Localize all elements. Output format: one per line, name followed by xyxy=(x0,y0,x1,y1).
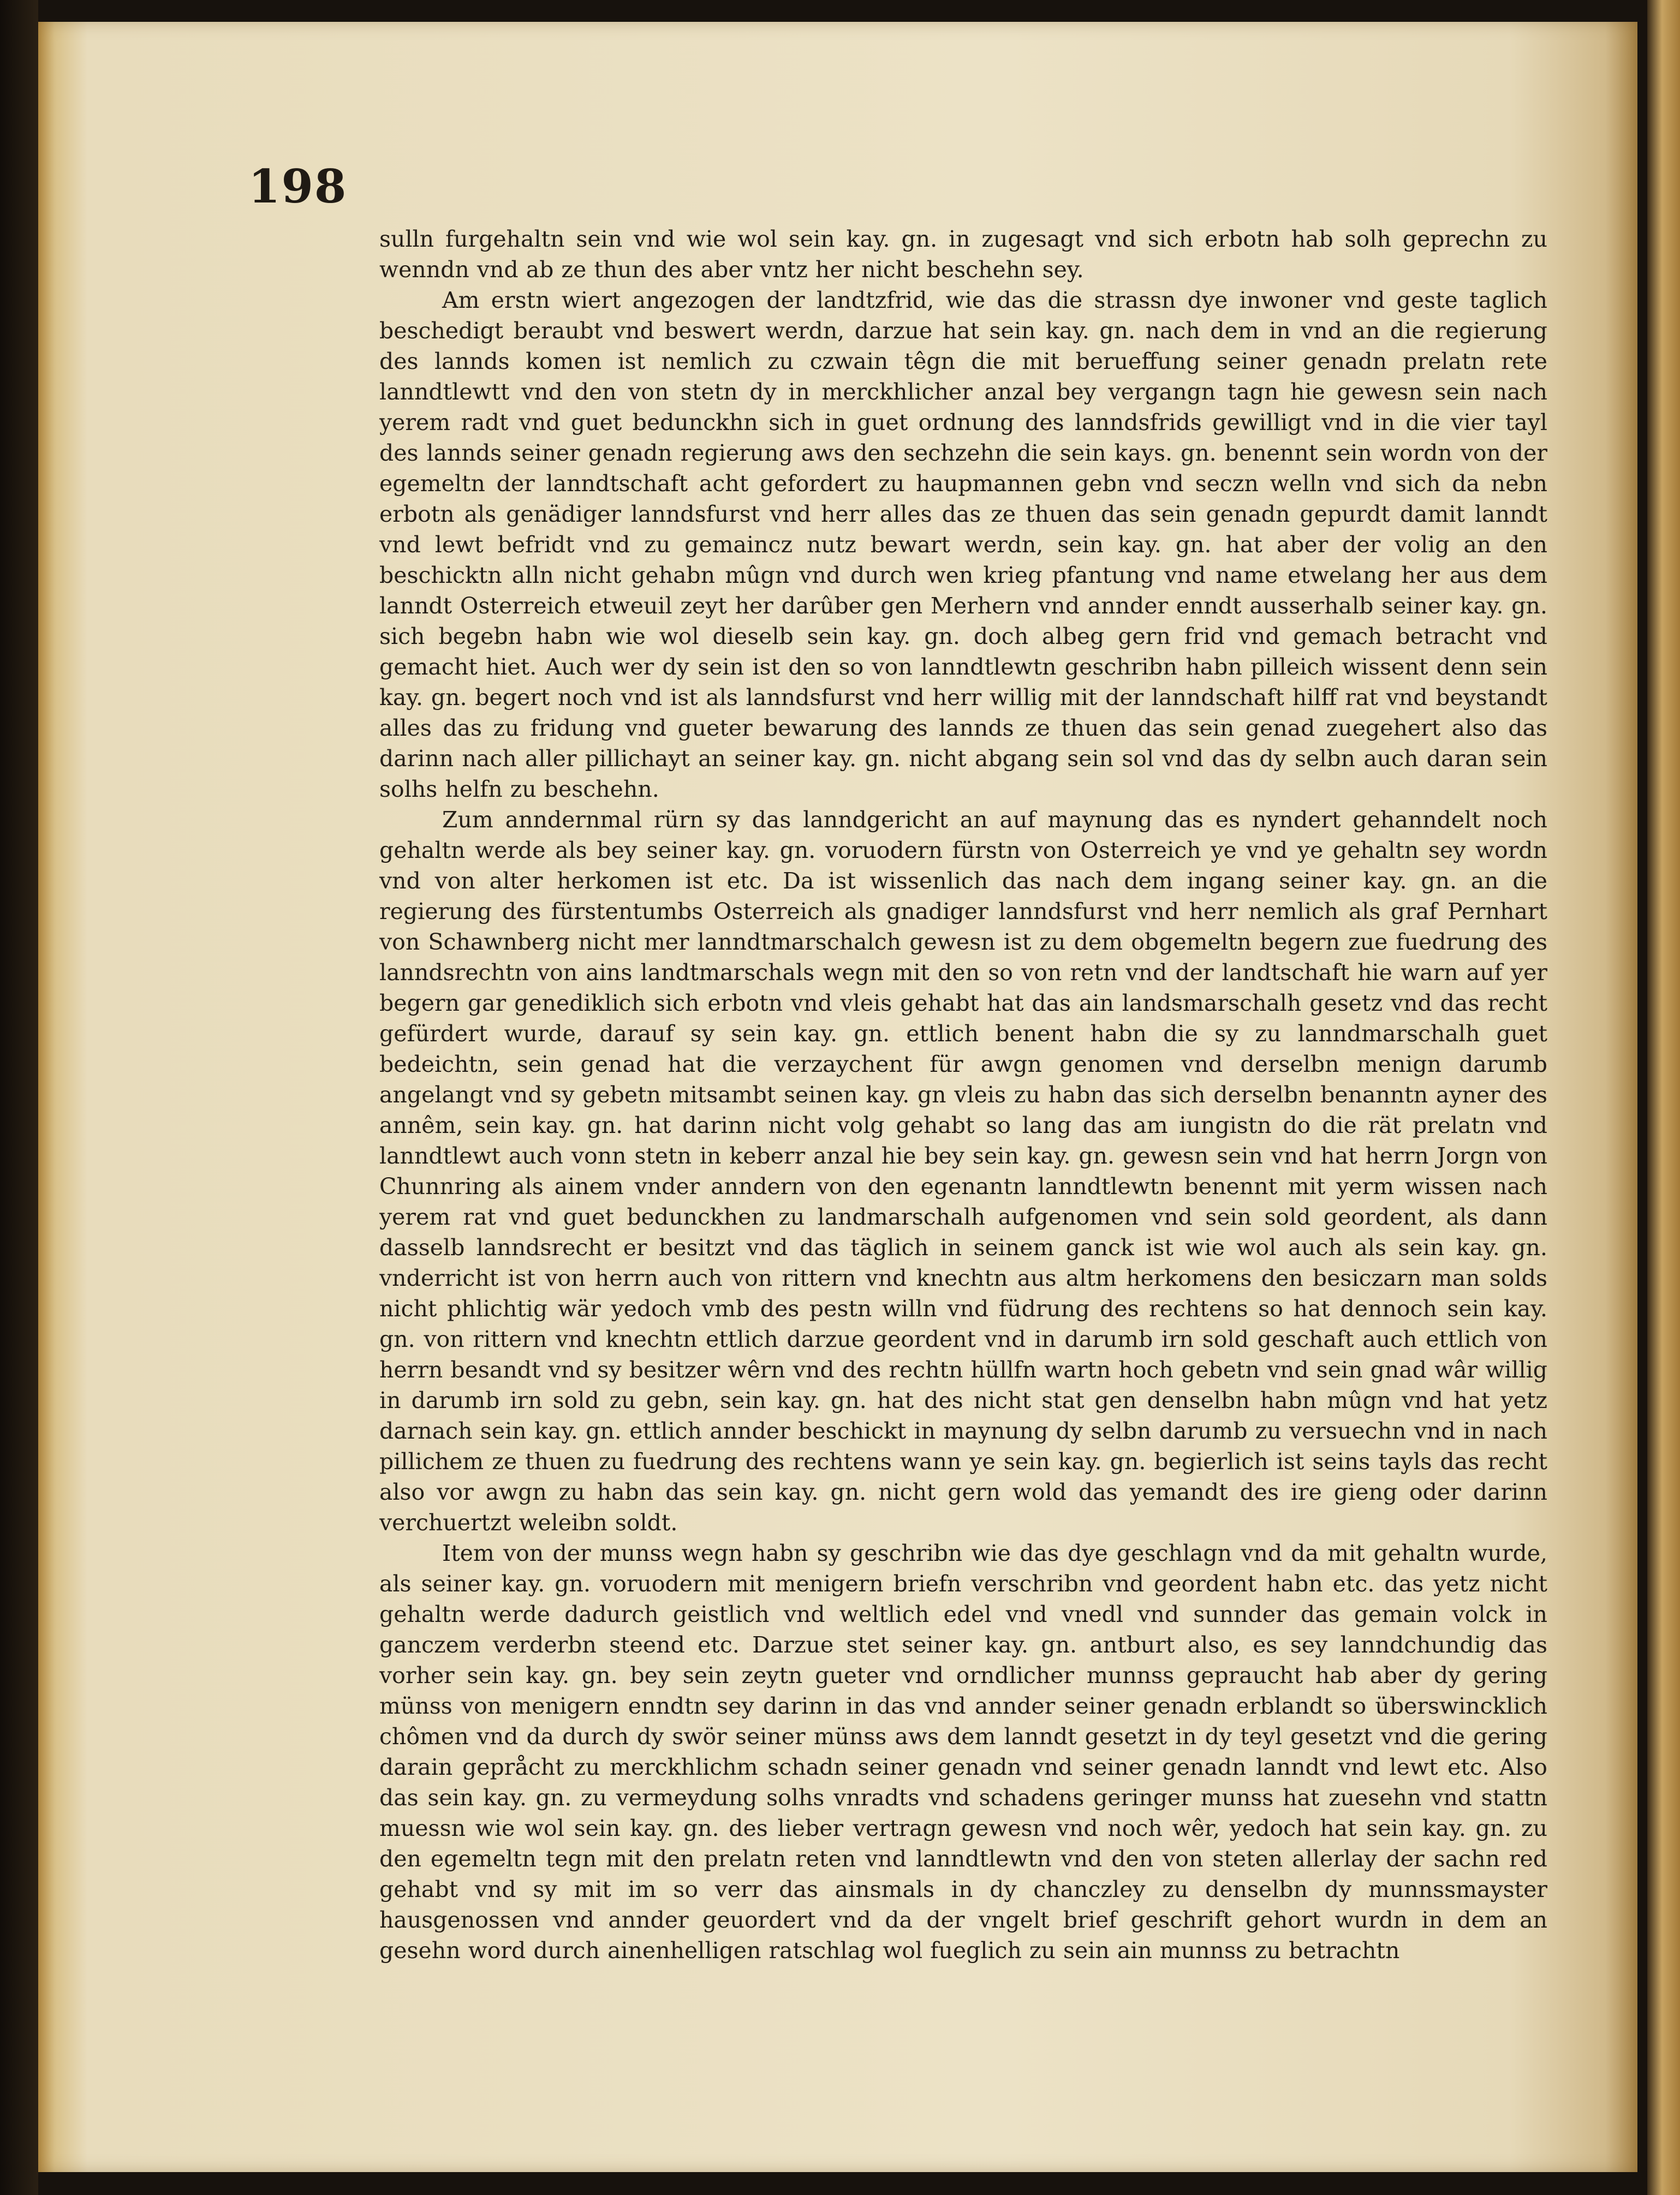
paragraph-muenze: Item von der munss wegn habn sy geschribn wie das dye geschlagn vnd da mit gehaltn wurde, als seiner kay. gn. voruodern mit menigern briefn verschribn vnd geordent habn etc. das yetz nicht gehaltn werde dadurch geistlich vnd weltlich edel vnd vnedl vnd sunnder das gemain volck in ganczem verderbn steend etc. Darzue stet seiner kay. gn. antburt also, es sey lanndchundig das vorher sein kay. gn. bey sein zeytn gueter vnd orndlicher munnss gepraucht hab aber dy gering münss von menigern enndtn sey darinn in das vnd annder seiner genadn erblandt so überswincklich chômen vnd da durch dy swör seiner münss aws dem lanndt gesetzt in dy teyl gesetzt vnd die gering darain gepråcht zu merckhlichm schadn seiner genadn vnd seiner genadn lanndt vnd lewt etc. Also das sein kay. gn. zu vermeydung solhs vnradts vnd schadens geringer munss hat zuesehn vnd stattn muessn wie wol sein kay. gn. des lieber vertragn gewesn vnd noch wêr, yedoch hat sein kay. gn. zu den egemeltn tegn mit den prelatn reten vnd lanndtlewtn vnd den von steten allerlay der sachn red gehabt vnd sy mit im so verr das ainsmals in dy chanczley zu denselbn dy munnssmayster hausgenossen vnd annder geuordert vnd da der vngelt brief geschrift gehort wurdn in dem an gesehn word durch ainenhelligen ratschlag wol fueglich zu sein ain munnss zu betrachtn xyxy=(379,1540,1547,1964)
body-text xyxy=(379,224,1547,1966)
paragraph-continuation: sulln furgehaltn sein vnd wie wol sein kay. gn. in zugesagt vnd sich erbotn hab solh geprechn zu wenndn vnd ab ze thun des aber vntz her nicht beschehn sey. xyxy=(379,226,1547,283)
paragraph-landfrieden: Am erstn wiert angezogen der landtzfrid, wie das die strassn dye inwoner vnd geste taglich beschedigt beraubt vnd beswert werdn, darzue hat sein kay. gn. nach dem in vnd an die regierung des lannds komen ist nemlich zu czwain têgn die mit berueffung seiner genadn prelatn rete lanndtlewtt vnd den von stetn dy in merckhlicher anzal bey vergangn tagn hie gewesn sein nach yerem radt vnd guet bedunckhn sich in guet ordnung des lanndsfrids gewilligt vnd in die vier tayl des lannds seiner genadn regierung aws den sechzehn die sein kays. gn. benennt sein wordn von der egemeltn der lanndtschaft acht gefordert zu haupmannen gebn vnd seczn welln vnd sich da nebn erbotn als genädiger lanndsfurst vnd herr alles das ze thuen das sein genadn gepurdt damit lanndt vnd lewt befridt vnd zu gemaincz nutz bewart werdn, sein kay. gn. hat aber der volig an den beschicktn alln nicht gehabn mûgn vnd durch wen krieg pfantung vnd name etwelang her aus dem lanndt Osterreich etweuil zeyt her darûber gen Merhern vnd annder enndt ausserhalb seiner kay. gn. sich begebn habn wie wol dieselb sein kay. gn. doch albeg gern frid vnd gemach betracht vnd gemacht hiet. Auch wer dy sein ist den so von lanndtlewtn geschribn habn pilleich wissent denn sein kay. gn. begert noch vnd ist als lanndsfurst vnd herr willig mit der lanndschaft hilff rat vnd beystandt alles das zu fridung vnd gueter bewarung des lannds ze thuen das sein genad zuegehert also das darinn nach aller pillichayt an seiner kay. gn. nicht abgang sein sol vnd das dy selbn auch daran sein solhs helfn zu beschehn. xyxy=(379,287,1547,802)
page-number: 198 xyxy=(248,159,348,213)
facing-page-edge xyxy=(1647,0,1680,2195)
scan-left-border xyxy=(0,0,38,2195)
paragraph-landgericht: Zum anndernmal rürn sy das lanndgericht an auf maynung das es nyndert gehanndelt noch gehaltn werde als bey seiner kay. gn. voruodern fürstn von Osterreich ye vnd ye gehaltn sey wordn vnd von alter herkomen ist etc. Da ist wissenlich das nach dem ingang seiner kay. gn. an die regierung des fürstentumbs Osterreich als gnadiger lanndsfurst vnd herr nemlich als graf Pernhart von Schawnberg nicht mer lanndtmarschalch gewesn ist zu dem obgemeltn begern zue fuedrung des lanndsrechtn von ains landtmarschals wegn mit den so von retn vnd der landtschaft hie warn auf yer begern gar genediklich sich erbotn vnd vleis gehabt hat das ain landsmarschalh gesetz vnd das recht gefürdert wurde, darauf sy sein kay. gn. ettlich benent habn die sy zu lanndmarschalh guet bedeichtn, sein genad hat die verzaychent für awgn genomen vnd derselbn menign darumb angelangt vnd sy gebetn mitsambt seinen kay. gn vleis zu habn das sich derselbn benanntn ayner des annêm, sein kay. gn. hat darinn nicht volg gehabt so lang das am iungistn do die rät prelatn vnd lanndtlewt auch vonn stetn in keberr anzal hie bey sein kay. gn. gewesn sein vnd hat herrn Jorgn von Chunnring als ainem vnder anndern von den egenantn lanndtlewtn benennt mit yerm wissen nach yerem rat vnd guet bedunckhen zu landmarschalh aufgenomen vnd sein sold geordent, als dann dasselb lanndsrecht er besitzt vnd das täglich in seinem ganck ist wie wol auch als sein kay. gn. vnderricht ist von herrn auch von rittern vnd knechtn aus altm herkomens den besiczarn man solds nicht phlichtig wär yedoch vmb des pestn willn vnd füdrung des rechtens so hat dennoch sein kay. gn. von rittern vnd knechtn ettlich darzue geordent vnd in darumb irn sold geschaft auch ettlich von herrn besandt vnd sy besitzer wêrn vnd des rechtn hüllfn wartn hoch gebetn vnd sein gnad wâr willig in darumb irn sold zu gebn, sein kay. gn. hat des nicht stat gen denselbn habn mûgn vnd hat yetz darnach sein kay. gn. ettlich annder beschickt in maynung dy selbn darumb zu versuechn vnd in nach pillichem ze thuen zu fuedrung des rechtens wann ye sein kay. gn. begierlich ist seins tayls das recht also vor awgn zu habn das sein kay. gn. nicht gern wold das yemandt des ire gieng oder darinn verchuertzt weleibn soldt. xyxy=(379,807,1547,1536)
